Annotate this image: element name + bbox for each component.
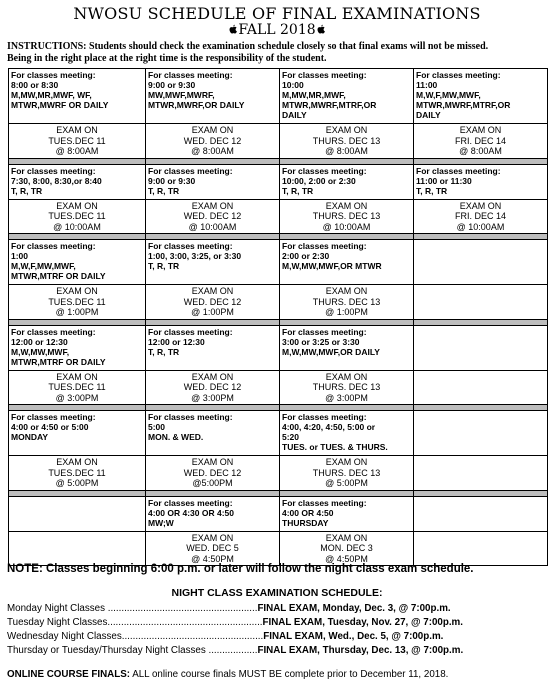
exam-time-line: EXAM ON xyxy=(325,125,368,135)
class-times-cell xyxy=(414,240,548,285)
exam-time-line: EXAM ON xyxy=(325,457,368,467)
exam-time-line: @ 5:00PM xyxy=(325,478,368,488)
night-row xyxy=(7,630,551,644)
online-finals-note xyxy=(7,669,551,680)
class-times-line: T, R, TR xyxy=(282,185,314,196)
class-times-line: M,W,MW,MWF,OR DAILY xyxy=(282,346,380,357)
exam-time-cell xyxy=(9,124,146,159)
class-times-label: For classes meeting: xyxy=(282,241,367,251)
class-times-line: 7:30, 8:00, 8:30,or 8:40 xyxy=(11,175,102,186)
exam-time-cell xyxy=(9,531,146,566)
exam-time-line: @ 1:00PM xyxy=(191,307,234,317)
class-times-line: 9:00 or 9:30 xyxy=(148,175,196,186)
exam-time-cell xyxy=(146,124,280,159)
instructions-line: Being in the right place at the right time is the responsibility of the student. xyxy=(7,53,327,64)
class-times-label: For classes meeting: xyxy=(11,326,96,337)
exam-time-line: EXAM ON xyxy=(56,371,98,382)
class-times-line: 12:00 or 12:30 xyxy=(148,336,205,347)
exam-time-line: @ 10:00AM xyxy=(456,221,505,232)
exam-time-row xyxy=(9,199,548,234)
class-times-label: For classes meeting: xyxy=(416,70,501,80)
exam-time-line: @ 1:00PM xyxy=(325,307,368,317)
exam-time-line: EXAM ON xyxy=(56,125,98,135)
class-times-cell xyxy=(146,69,280,124)
class-times-cell xyxy=(414,164,548,199)
exam-time-line: @ 3:00PM xyxy=(325,392,368,403)
exam-time-line: MON. DEC 3 xyxy=(320,543,373,553)
exam-time-line: EXAM ON xyxy=(191,371,234,382)
exam-time-line: TUES.DEC 11 xyxy=(48,296,106,307)
exam-time-line: EXAM ON xyxy=(56,457,98,467)
class-times-line: 1:00 xyxy=(11,251,29,261)
class-times-label: For classes meeting: xyxy=(148,241,233,251)
exam-time-line: @ 5:00PM xyxy=(55,478,99,488)
class-times-line: MTWR,MWRF,MTRF,OR xyxy=(416,100,511,110)
class-times-cell xyxy=(414,325,548,370)
exam-time-line: @ 3:00PM xyxy=(191,392,234,403)
exam-time-line: @ 4:50PM xyxy=(191,553,234,564)
class-times-row xyxy=(9,325,548,370)
class-times-line: DAILY xyxy=(416,110,441,120)
class-times-line: T, R, TR xyxy=(416,185,448,196)
class-times-line: 4:00 OR 4:50 xyxy=(282,507,334,518)
exam-time-cell xyxy=(280,370,414,405)
exam-time-line: WED. DEC 12 xyxy=(183,467,242,478)
class-times-line: 12:00 or 12:30 xyxy=(11,336,68,347)
night-row-label: Monday Night Classes ....................................................... xyxy=(7,603,258,614)
exam-time-cell xyxy=(414,531,548,566)
exam-time-line: THURS. DEC 13 xyxy=(312,467,381,478)
class-times-cell xyxy=(146,325,280,370)
class-times-row xyxy=(9,496,548,531)
class-times-line: 11:00 or 11:30 xyxy=(416,175,472,186)
instructions xyxy=(7,41,551,65)
exam-time-line: @ 10:00AM xyxy=(322,221,371,232)
class-times-cell xyxy=(9,411,146,456)
class-times-label: For classes meeting: xyxy=(148,165,233,176)
exam-time-cell xyxy=(414,199,548,234)
instructions-line: INSTRUCTIONS: Students should check the examination schedule closely so that final exams will not be missed. xyxy=(7,41,489,52)
exam-time-cell xyxy=(280,456,414,491)
exam-time-line: EXAM ON xyxy=(191,532,234,543)
exam-time-line: EXAM ON xyxy=(325,200,368,211)
class-times-line: MTWR,MTRF OR DAILY xyxy=(11,356,106,367)
class-times-line: 8:00 or 8:30 xyxy=(11,80,59,90)
exam-time-line: TUES.DEC 11 xyxy=(48,382,106,392)
class-times-cell xyxy=(146,411,280,456)
exam-time-line: THURS. DEC 13 xyxy=(312,296,381,307)
class-times-cell xyxy=(146,496,280,531)
class-times-label: For classes meeting: xyxy=(148,412,233,422)
exam-time-line: @ 8:00AM xyxy=(459,146,502,156)
class-times-line: M,W,F,MW,MWF, xyxy=(11,261,76,271)
exam-time-row xyxy=(9,124,548,159)
exam-time-line: THURS. DEC 13 xyxy=(312,211,381,221)
exam-time-line: EXAM ON xyxy=(325,286,368,296)
class-times-line: 4:00 or 4:50 or 5:00 xyxy=(11,422,89,432)
page-title: NWOSU SCHEDULE OF FINAL EXAMINATIONS xyxy=(73,4,481,23)
class-times-line: 10:00 xyxy=(282,80,304,90)
night-row-exam: FINAL EXAM, Tuesday, Nov. 27, @ 7:00p.m. xyxy=(262,617,463,628)
class-times-label: For classes meeting: xyxy=(282,70,367,80)
exam-time-row xyxy=(9,370,548,405)
exam-time-line: FRI. DEC 14 xyxy=(454,135,506,146)
class-times-line: MON. & WED. xyxy=(148,432,204,442)
exam-time-line: EXAM ON xyxy=(459,200,502,211)
exam-time-cell xyxy=(280,199,414,234)
class-times-label: For classes meeting: xyxy=(282,412,367,422)
class-times-row xyxy=(9,240,548,285)
class-times-line: THURSDAY xyxy=(282,517,329,528)
class-times-line: TUES. or TUES. & THURS. xyxy=(282,442,388,452)
class-times-line: MTWR,MTRF OR DAILY xyxy=(11,271,106,281)
exam-time-line: EXAM ON xyxy=(325,371,368,382)
class-times-row xyxy=(9,411,548,456)
class-times-cell xyxy=(280,164,414,199)
exam-time-row xyxy=(9,531,548,566)
night-row xyxy=(7,644,551,658)
exam-time-line: WED. DEC 12 xyxy=(183,211,242,221)
class-times-line: 2:00 or 2:30 xyxy=(282,251,330,261)
night-row-label: Wednesday Night Classes.................................................... xyxy=(7,631,264,642)
night-row-exam: FINAL EXAM, Thursday, Dec. 13, @ 7:00p.m. xyxy=(257,645,464,656)
class-times-cell xyxy=(280,69,414,124)
class-times-row xyxy=(9,69,548,124)
exam-time-cell xyxy=(280,285,414,320)
class-times-line: 4:00 OR 4:30 OR 4:50 xyxy=(148,507,234,518)
exam-time-line: @ 8:00AM xyxy=(325,146,368,156)
exam-time-cell xyxy=(414,285,548,320)
exam-time-line: @ 1:00PM xyxy=(55,307,99,317)
class-times-line: 3:00 or 3:25 or 3:30 xyxy=(282,336,360,347)
class-times-cell xyxy=(414,496,548,531)
class-times-cell xyxy=(280,240,414,285)
class-times-line: MONDAY xyxy=(11,432,48,442)
class-times-cell xyxy=(146,164,280,199)
class-times-line: MW,MWF,MWRF, xyxy=(148,90,215,100)
exam-time-cell xyxy=(9,199,146,234)
exam-time-line: @ 3:00PM xyxy=(55,392,99,403)
exam-time-cell xyxy=(414,456,548,491)
class-times-label: For classes meeting: xyxy=(148,497,233,508)
exam-time-cell xyxy=(146,456,280,491)
class-times-row xyxy=(9,164,548,199)
class-times-line: T, R, TR xyxy=(11,185,43,196)
exam-time-cell xyxy=(146,285,280,320)
class-times-cell xyxy=(280,325,414,370)
class-times-label: For classes meeting: xyxy=(282,165,367,176)
exam-time-cell xyxy=(414,370,548,405)
class-times-cell xyxy=(9,164,146,199)
class-times-label: For classes meeting: xyxy=(282,497,367,508)
exam-time-cell xyxy=(146,199,280,234)
exam-time-row xyxy=(9,285,548,320)
class-times-line: T, R, TR xyxy=(148,346,180,357)
exam-time-line: THURS. DEC 13 xyxy=(312,135,381,146)
exam-time-line: WED. DEC 12 xyxy=(183,296,242,307)
exam-time-cell xyxy=(280,124,414,159)
class-times-cell xyxy=(414,411,548,456)
exam-time-line: @ 4:50PM xyxy=(325,553,368,564)
exam-time-cell xyxy=(9,370,146,405)
exam-time-row xyxy=(9,456,548,491)
exam-time-line: EXAM ON xyxy=(459,125,502,135)
class-times-line: M,W,MW,MWF, xyxy=(11,346,70,357)
online-finals-text: ALL online course finals MUST BE complete prior to December 11, 2018. xyxy=(130,669,449,680)
exam-time-cell xyxy=(9,285,146,320)
night-row-label: Thursday or Tuesday/Thursday Night Classes .................. xyxy=(7,645,258,656)
class-times-line: M,MW,MR,MWF, xyxy=(282,90,346,100)
class-times-cell xyxy=(414,69,548,124)
exam-time-cell xyxy=(280,531,414,566)
apple-icon xyxy=(316,24,326,35)
exam-time-cell xyxy=(414,124,548,159)
exam-schedule-table xyxy=(8,68,548,566)
night-row xyxy=(7,602,551,616)
exam-time-line: WED. DEC 12 xyxy=(183,135,242,146)
class-times-cell xyxy=(9,496,146,531)
class-times-label: For classes meeting: xyxy=(11,241,96,251)
class-times-line: M,W,MW,MWF,OR MTWR xyxy=(282,261,382,271)
night-class-note: NOTE: Classes beginning 6:00 p.m. or later will follow the night class exam schedule. xyxy=(7,563,474,575)
class-times-label: For classes meeting: xyxy=(148,326,233,337)
night-row-exam: FINAL EXAM, Wed., Dec. 5, @ 7:00p.m. xyxy=(263,631,444,642)
apple-icon xyxy=(228,24,238,35)
class-times-line: M,MW,MR,MWF, WF, xyxy=(11,90,92,100)
class-times-cell xyxy=(280,496,414,531)
exam-time-cell xyxy=(146,531,280,566)
exam-time-line: @ 8:00AM xyxy=(55,146,99,156)
class-times-cell xyxy=(9,69,146,124)
night-row-label: Tuesday Night Classes......................................................... xyxy=(7,617,263,628)
class-times-line: MTWR,MWRF,OR DAILY xyxy=(148,100,245,110)
class-times-label: For classes meeting: xyxy=(282,326,367,337)
class-times-line: T, R, TR xyxy=(148,185,180,196)
exam-time-line: EXAM ON xyxy=(56,286,98,296)
class-times-line: MTWR,MWRF,MTRF,OR xyxy=(282,100,377,110)
exam-time-cell xyxy=(9,456,146,491)
exam-time-line: THURS. DEC 13 xyxy=(312,382,381,392)
class-times-line: 11:00 xyxy=(416,80,438,90)
class-times-label: For classes meeting: xyxy=(416,165,501,176)
class-times-line: 4:00, 4:20, 4:50, 5:00 or xyxy=(282,422,376,432)
class-times-line: MW;W xyxy=(148,517,174,528)
night-schedule-list xyxy=(7,602,551,658)
class-times-line: 5:00 xyxy=(148,422,166,432)
exam-time-line: WED. DEC 12 xyxy=(183,382,242,392)
class-times-label: For classes meeting: xyxy=(11,70,96,80)
class-times-line: 9:00 or 9:30 xyxy=(148,80,196,90)
exam-time-line: TUES.DEC 11 xyxy=(48,135,106,146)
class-times-label: For classes meeting: xyxy=(11,412,96,422)
class-times-line: MTWR,MWRF OR DAILY xyxy=(11,100,109,110)
exam-time-cell xyxy=(146,370,280,405)
exam-time-line: @5:00PM xyxy=(192,478,233,488)
term-label: FALL 2018 xyxy=(238,22,316,38)
exam-time-line: FRI. DEC 14 xyxy=(454,211,506,221)
exam-time-line: EXAM ON xyxy=(325,532,368,543)
class-times-line: T, R, TR xyxy=(148,261,180,271)
class-times-cell xyxy=(280,411,414,456)
exam-time-line: TUES.DEC 11 xyxy=(48,211,106,221)
exam-time-line: @ 10:00AM xyxy=(188,221,237,232)
class-times-line: DAILY xyxy=(282,110,307,120)
class-times-label: For classes meeting: xyxy=(11,165,96,176)
exam-time-line: WED. DEC 5 xyxy=(186,543,239,553)
night-row-exam: FINAL EXAM, Monday, Dec. 3, @ 7:00p.m. xyxy=(257,603,451,614)
class-times-cell xyxy=(146,240,280,285)
class-times-line: 10:00, 2:00 or 2:30 xyxy=(282,175,356,186)
exam-time-line: EXAM ON xyxy=(56,200,98,211)
exam-time-line: EXAM ON xyxy=(191,286,234,296)
exam-time-line: EXAM ON xyxy=(191,457,234,467)
class-times-cell xyxy=(9,325,146,370)
exam-time-line: TUES.DEC 11 xyxy=(48,467,106,478)
exam-time-line: @ 8:00AM xyxy=(191,146,234,156)
class-times-line: 5:20 xyxy=(282,432,300,442)
class-times-label: For classes meeting: xyxy=(148,70,233,80)
page-subtitle xyxy=(0,22,554,38)
exam-time-line: EXAM ON xyxy=(191,200,234,211)
class-times-cell xyxy=(9,240,146,285)
class-times-line: 1:00, 3:00, 3:25, or 3:30 xyxy=(148,251,242,261)
night-schedule-heading: NIGHT CLASS EXAMINATION SCHEDULE: xyxy=(171,587,383,599)
class-times-line: M,W,F,MW,MWF, xyxy=(416,90,481,100)
night-row xyxy=(7,616,551,630)
exam-time-line: EXAM ON xyxy=(191,125,234,135)
online-finals-label: ONLINE COURSE FINALS: xyxy=(7,669,131,680)
exam-time-line: @ 10:00AM xyxy=(53,221,101,232)
